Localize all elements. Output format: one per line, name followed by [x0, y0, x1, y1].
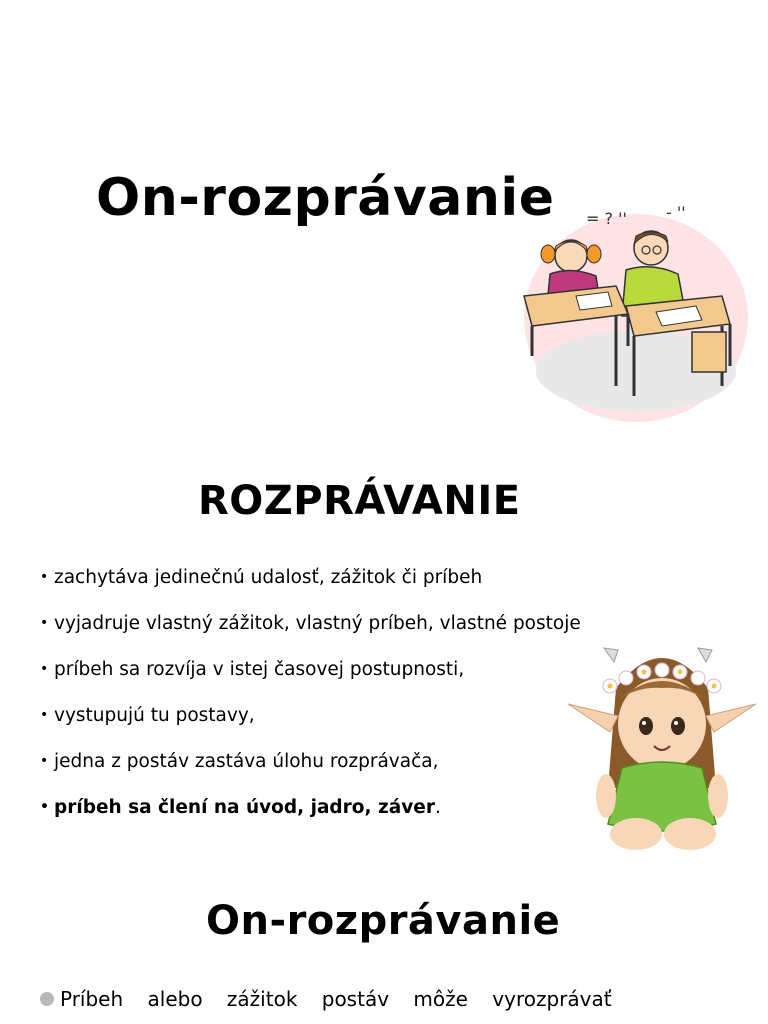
bullet-icon — [40, 992, 54, 1006]
subsection-heading: On-rozprávanie — [206, 898, 561, 944]
bullet-icon: • — [40, 569, 49, 585]
students-at-desks-illustration — [516, 196, 750, 428]
list-item: • vystupujú tu postavy, — [40, 701, 581, 747]
list-item-bold: • príbeh sa člení na úvod, jadro, záver. — [40, 793, 581, 839]
svg-text:- '': - '' — [666, 203, 686, 222]
bullet-icon: • — [40, 799, 49, 815]
bullet-icon: • — [40, 661, 49, 677]
bullet-icon: • — [40, 615, 49, 631]
list-item: • jedna z postáv zastáva úlohu rozprávača, — [40, 747, 581, 793]
page-title: On-rozprávanie — [96, 168, 555, 228]
paragraph: Príbeh alebo zážitok postáv môže vyrozprávať — [40, 984, 640, 1014]
bullet-icon: • — [40, 707, 49, 723]
list-item: • vyjadruje vlastný zážitok, vlastný príbeh, vlastné postoje — [40, 609, 581, 655]
bullet-icon: • — [40, 753, 49, 769]
bullet-list — [40, 563, 581, 839]
list-item: • príbeh sa rozvíja v istej časovej postupnosti, — [40, 655, 581, 701]
section-heading: ROZPRÁVANIE — [198, 478, 521, 524]
list-item: • zachytáva jedinečnú udalosť, zážitok či príbeh — [40, 563, 581, 609]
svg-text:= ? '': = ? '' — [586, 209, 627, 228]
elf-girl-illustration — [566, 628, 758, 854]
